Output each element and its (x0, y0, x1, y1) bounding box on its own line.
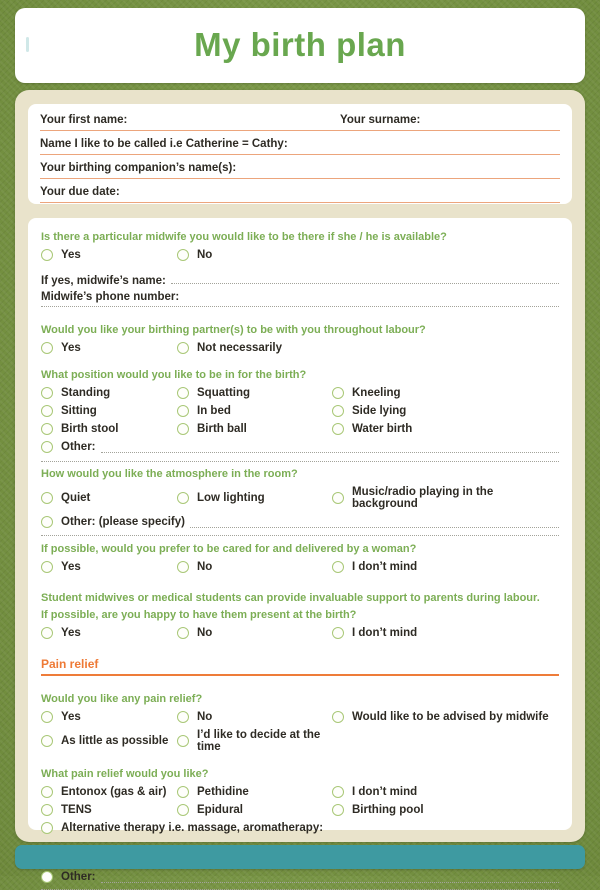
other-input-line[interactable] (101, 442, 560, 453)
radio-icon[interactable] (41, 735, 53, 747)
footer-bar (15, 845, 585, 869)
option-label: Yes (61, 711, 81, 723)
radio-icon[interactable] (177, 423, 189, 435)
radio-icon[interactable] (177, 249, 189, 261)
option-birth-stool[interactable] (41, 423, 177, 435)
option-label: In bed (197, 405, 231, 417)
radio-icon[interactable] (41, 561, 53, 573)
option-label: Alternative therapy i.e. massage, aromatherapy: (61, 822, 324, 834)
first-name-label: Your first name: (40, 114, 128, 126)
option-label: No (197, 249, 213, 261)
option-advised-by-midwife[interactable] (332, 711, 559, 723)
option-label: Music/radio playing in the background (352, 486, 494, 510)
option-dont-mind[interactable] (332, 786, 559, 798)
radio-icon[interactable] (177, 627, 189, 639)
options-row (41, 342, 559, 354)
option-label: Squatting (197, 387, 251, 399)
question-atmosphere: How would you like the atmosphere in the room? (41, 468, 298, 480)
which-pain-relief-options (41, 786, 559, 834)
option-label: As little as possible (61, 735, 169, 747)
option-label: Kneeling (352, 387, 401, 399)
option-low-lighting[interactable] (177, 486, 332, 510)
radio-icon[interactable] (177, 342, 189, 354)
option-standing[interactable] (41, 387, 177, 399)
option-dont-mind[interactable] (332, 561, 559, 573)
option-label: Sitting (61, 405, 97, 417)
option-label: Yes (61, 627, 81, 639)
name-row[interactable] (40, 107, 560, 131)
write-in-line[interactable] (41, 461, 559, 462)
midwife-name-input-line[interactable] (171, 273, 559, 284)
option-label: TENS (61, 804, 92, 816)
radio-icon[interactable] (177, 804, 189, 816)
other-input-line[interactable] (101, 872, 560, 883)
position-options (41, 387, 559, 453)
options-row (41, 561, 559, 573)
option-label: Not necessarily (197, 342, 283, 354)
option-tens[interactable] (41, 804, 177, 816)
option-label: Side lying (352, 405, 407, 417)
due-date-row[interactable] (40, 179, 560, 203)
option-label: I don’t mind (352, 561, 418, 573)
option-label: Birth ball (197, 423, 247, 435)
option-label: Pethidine (197, 786, 249, 798)
midwife-name-row (41, 273, 559, 287)
question-midwife: Is there a particular midwife you would like to be there if she / he is available? (41, 231, 447, 243)
option-no[interactable] (177, 711, 332, 723)
radio-icon[interactable] (41, 516, 53, 528)
option-label: Other: (please specify) (61, 516, 185, 528)
option-birth-ball[interactable] (177, 423, 332, 435)
radio-icon[interactable] (332, 786, 344, 798)
pain-relief-options (41, 711, 559, 753)
called-name-label: Name I like to be called i.e Catherine = Cathy: (40, 138, 288, 150)
radio-icon[interactable] (41, 492, 53, 504)
due-date-label: Your due date: (40, 186, 120, 198)
option-label: Quiet (61, 492, 91, 504)
option-no[interactable] (177, 249, 332, 261)
option-label: Yes (61, 342, 81, 354)
page-title: My birth plan (194, 26, 406, 63)
radio-icon[interactable] (41, 711, 53, 723)
option-quiet[interactable] (41, 486, 177, 510)
question-students: If possible, are you happy to have them present at the birth? (41, 609, 357, 621)
atmosphere-options (41, 486, 559, 528)
option-position-other[interactable] (41, 441, 559, 453)
option-yes[interactable] (41, 342, 177, 354)
pain-relief-divider (41, 674, 559, 676)
question-which-pain-relief: What pain relief would you like? (41, 768, 209, 780)
option-label: No (197, 627, 213, 639)
companion-row[interactable] (40, 155, 560, 179)
pain-relief-heading: Pain relief (41, 657, 99, 671)
surname-label: Your surname: (340, 114, 421, 126)
radio-icon[interactable] (41, 423, 53, 435)
option-no[interactable] (177, 561, 332, 573)
question-woman: If possible, would you prefer to be cared for and delivered by a woman? (41, 543, 417, 555)
radio-icon[interactable] (177, 786, 189, 798)
radio-icon[interactable] (177, 387, 189, 399)
option-side-lying[interactable] (332, 405, 559, 417)
option-music-radio[interactable] (332, 486, 559, 510)
radio-icon[interactable] (177, 711, 189, 723)
option-decide-at-time[interactable] (177, 729, 332, 753)
option-atmosphere-other[interactable] (41, 516, 559, 528)
option-yes[interactable] (41, 711, 177, 723)
option-label: No (197, 561, 213, 573)
option-birthing-pool[interactable] (332, 804, 559, 816)
option-label: I don’t mind (352, 627, 418, 639)
option-label: Yes (61, 561, 81, 573)
radio-icon[interactable] (41, 441, 53, 453)
option-label: Standing (61, 387, 111, 399)
option-label: Low lighting (197, 492, 265, 504)
option-sitting[interactable] (41, 405, 177, 417)
radio-icon[interactable] (332, 492, 344, 504)
option-label: I’d like to decide at the time (197, 729, 321, 753)
companion-label: Your birthing companion’s name(s): (40, 162, 237, 174)
option-label: Epidural (197, 804, 244, 816)
other-input-line[interactable] (190, 517, 559, 528)
radio-icon[interactable] (41, 804, 53, 816)
students-statement: Student midwives or medical students can provide invaluable support to parents during labour. (41, 592, 540, 604)
option-epidural[interactable] (177, 804, 332, 816)
radio-icon[interactable] (41, 342, 53, 354)
option-label: Water birth (352, 423, 413, 435)
option-pethidine[interactable] (177, 786, 332, 798)
radio-icon[interactable] (41, 405, 53, 417)
form-card (15, 90, 585, 883)
option-entonox[interactable] (41, 786, 177, 798)
personal-details-section (28, 104, 572, 204)
option-no[interactable] (177, 627, 332, 639)
option-not-necessarily[interactable] (177, 342, 332, 354)
called-name-row[interactable] (40, 131, 560, 155)
write-in-line[interactable] (41, 535, 559, 536)
radio-icon[interactable] (332, 405, 344, 417)
option-label: Other: (61, 441, 96, 453)
option-pain-other[interactable] (41, 871, 559, 883)
option-water-birth[interactable] (332, 423, 559, 435)
option-alternative-therapy[interactable] (41, 822, 559, 834)
midwife-phone-row[interactable] (41, 291, 559, 307)
radio-icon[interactable] (41, 387, 53, 399)
radio-icon[interactable] (177, 405, 189, 417)
option-squatting[interactable] (177, 387, 332, 399)
question-position: What position would you like to be in for the birth? (41, 369, 307, 381)
radio-icon[interactable] (177, 735, 189, 747)
option-label: No (197, 711, 213, 723)
radio-icon[interactable] (332, 423, 344, 435)
radio-icon[interactable] (332, 627, 344, 639)
option-label: Birthing pool (352, 804, 424, 816)
header-accent-mark (26, 37, 29, 52)
option-yes[interactable] (41, 627, 177, 639)
option-label: Entonox (gas & air) (61, 786, 167, 798)
radio-icon[interactable] (41, 249, 53, 261)
radio-icon[interactable] (41, 627, 53, 639)
midwife-phone-label: Midwife’s phone number: (41, 291, 180, 303)
option-yes[interactable] (41, 561, 177, 573)
option-kneeling[interactable] (332, 387, 559, 399)
header-card (15, 8, 585, 83)
question-partner: Would you like your birthing partner(s) to be with you throughout labour? (41, 324, 426, 336)
radio-icon[interactable] (332, 387, 344, 399)
option-yes[interactable] (41, 249, 177, 261)
option-label: Would like to be advised by midwife (352, 711, 549, 723)
radio-icon[interactable] (41, 822, 53, 834)
options-row (41, 249, 559, 261)
option-in-bed[interactable] (177, 405, 332, 417)
radio-icon[interactable] (332, 804, 344, 816)
option-label: I don’t mind (352, 786, 418, 798)
radio-icon[interactable] (41, 786, 53, 798)
option-dont-mind[interactable] (332, 627, 559, 639)
radio-icon[interactable] (332, 711, 344, 723)
options-row (41, 627, 559, 639)
question-any-pain-relief: Would you like any pain relief? (41, 693, 203, 705)
radio-icon[interactable] (177, 561, 189, 573)
option-label: Yes (61, 249, 81, 261)
midwife-name-label: If yes, midwife’s name: (41, 275, 166, 287)
radio-icon[interactable] (332, 561, 344, 573)
option-label: Other: (61, 871, 96, 883)
option-as-little-as-possible[interactable] (41, 729, 177, 753)
option-label: Birth stool (61, 423, 119, 435)
radio-icon[interactable] (177, 492, 189, 504)
radio-icon[interactable] (41, 871, 53, 883)
questions-section (28, 218, 572, 883)
